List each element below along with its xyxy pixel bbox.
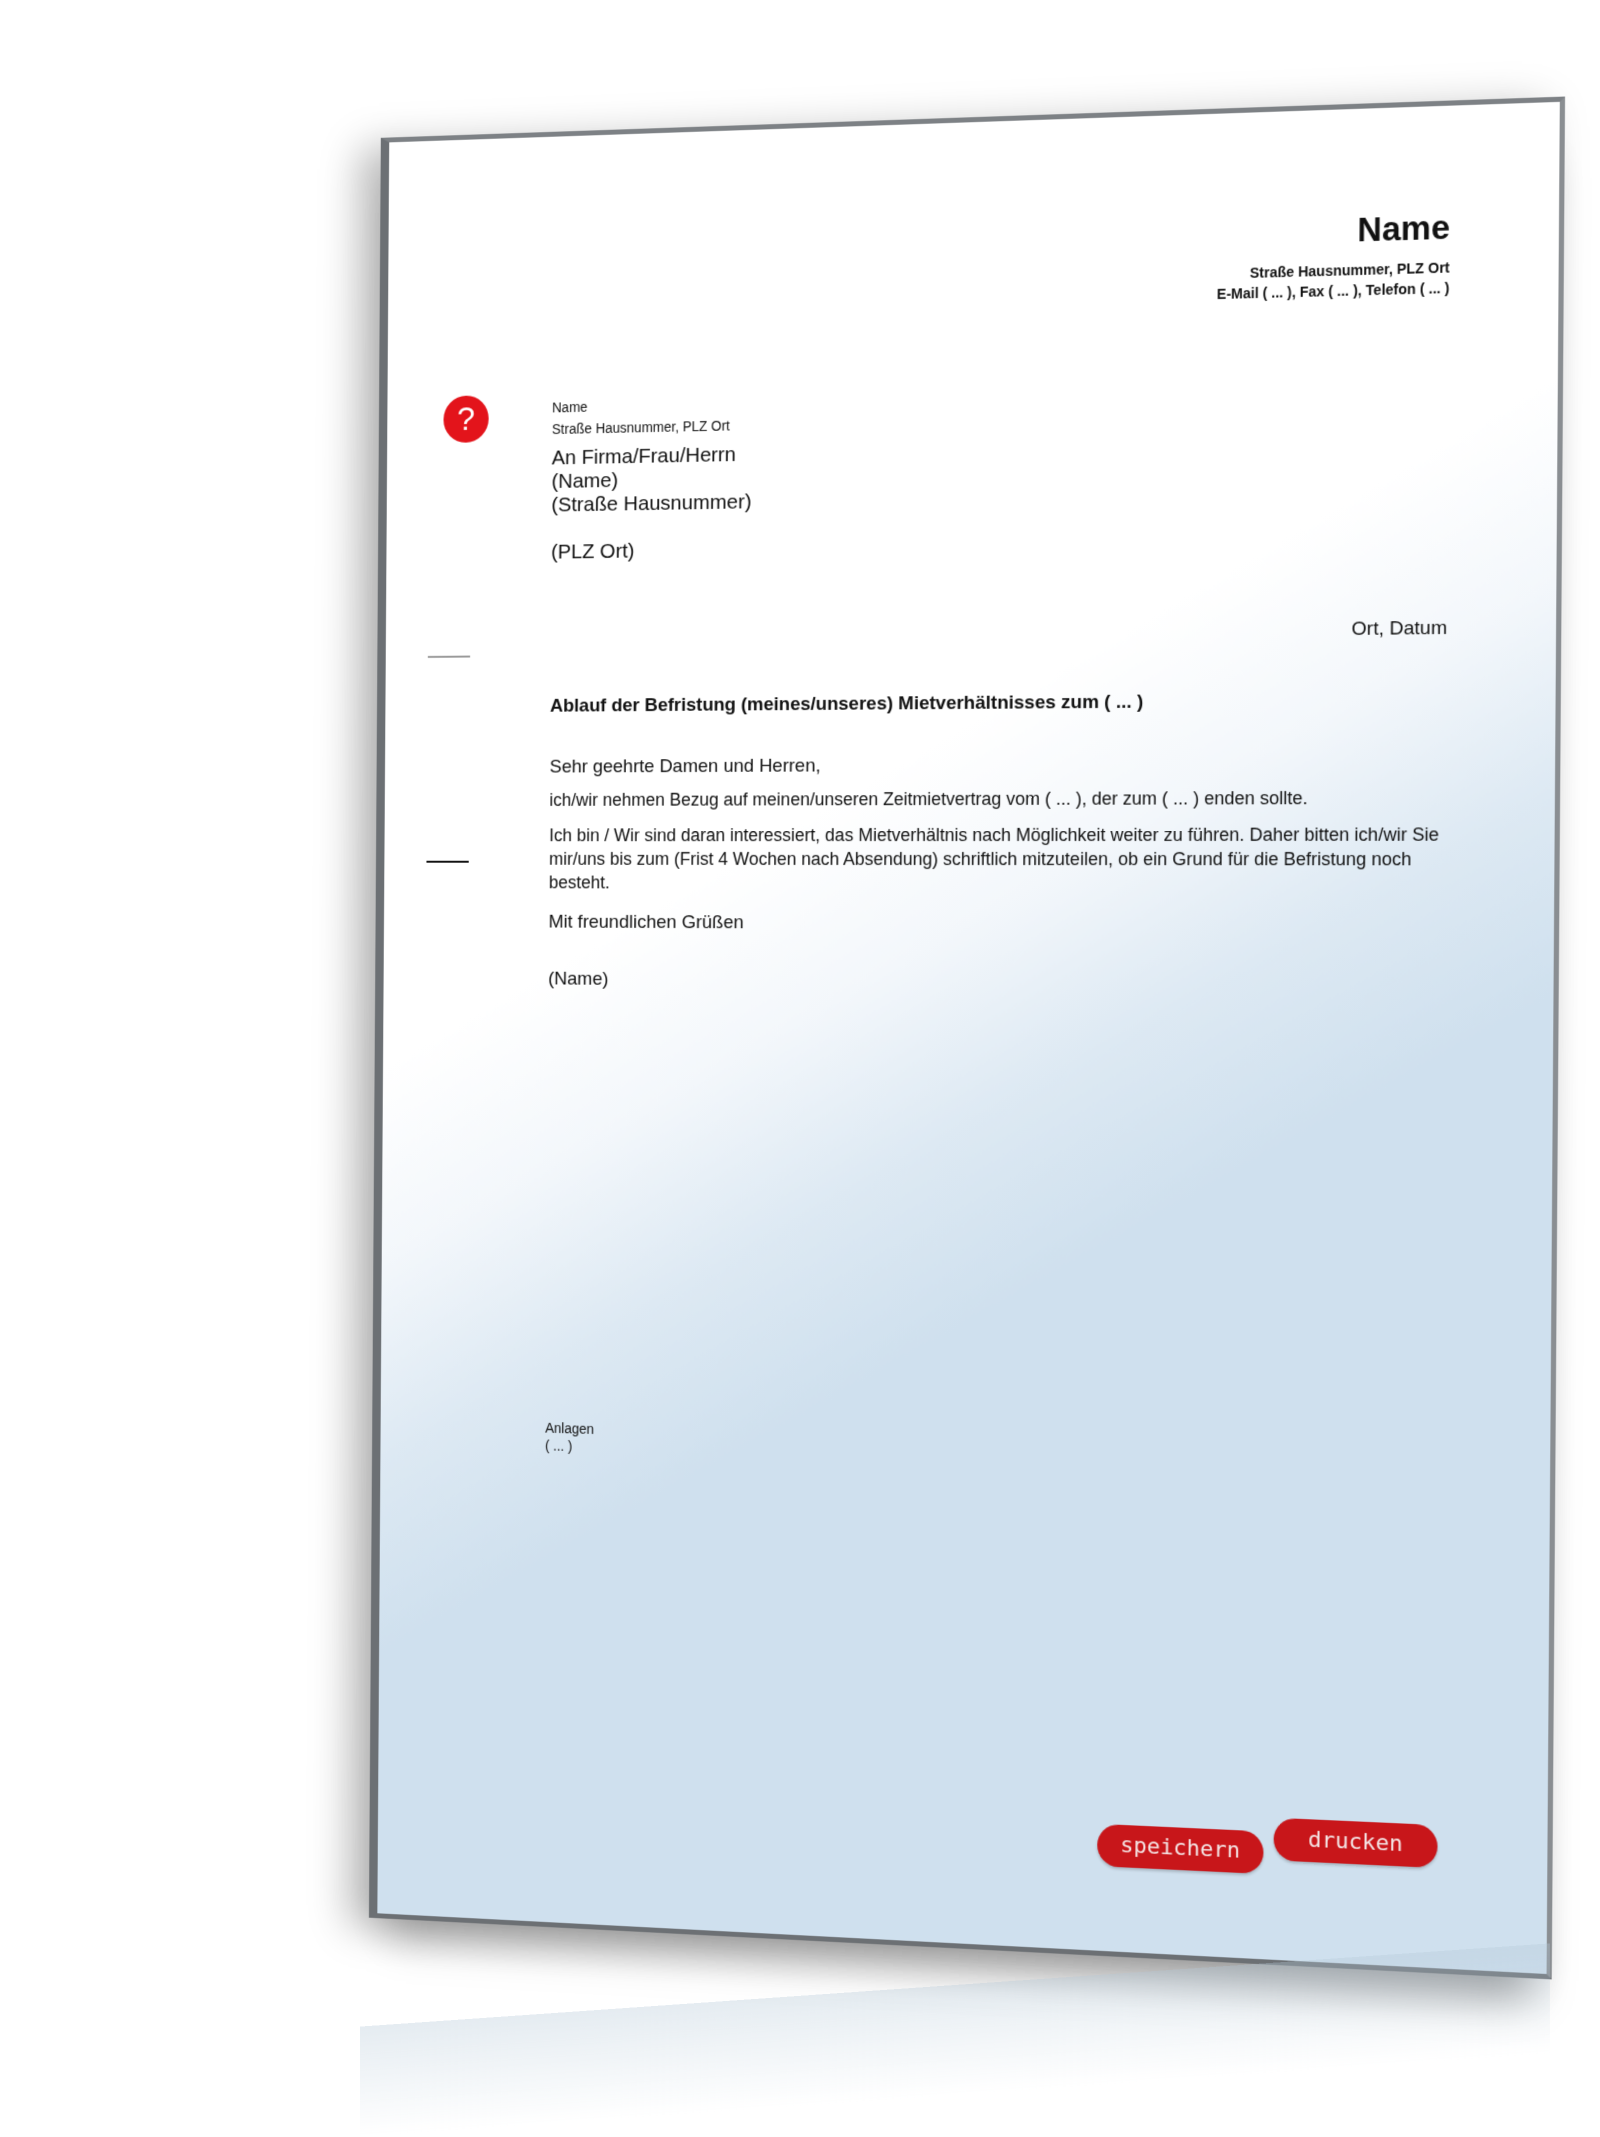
recipient-line-2: (Name): [551, 469, 619, 493]
return-address-name: Name: [552, 398, 588, 416]
punch-mark: [426, 861, 468, 863]
place-date: Ort, Datum: [1351, 617, 1448, 641]
return-address-street: Straße Hausnummer, PLZ Ort: [551, 417, 730, 437]
recipient-line-1: An Firma/Frau/Herrn: [551, 443, 737, 470]
enclosures-value: ( ... ): [545, 1437, 573, 1454]
recipient-line-4: (PLZ Ort): [551, 539, 635, 564]
print-button[interactable]: drucken: [1274, 1818, 1438, 1868]
question-mark-icon[interactable]: [443, 395, 488, 443]
letterhead-contact: E-Mail ( ... ), Fax ( ... ), Telefon ( ... ): [1216, 279, 1450, 303]
recipient-block: [551, 443, 752, 565]
salutation: Sehr geehrte Damen und Herren,: [549, 755, 821, 778]
help-glyph: ?: [457, 400, 476, 438]
fold-mark-top: [428, 656, 470, 658]
recipient-line-3: (Straße Hausnummer): [551, 490, 752, 517]
body-paragraph-2: Ich bin / Wir sind daran interessiert, das Mietverhältnis nach Möglichkeit weiter zu führen. Daher bitten ich/wir Sie mir/uns bis zum (Frist 4 Wochen nach Absendung) schriftlich mitzuteilen, ob ein Grund für die Befristung noch besteht.: [548, 824, 1439, 893]
letterhead-address: Straße Hausnummer, PLZ Ort: [1249, 259, 1450, 281]
letter-subject: Ablauf der Befristung (meines/unseres) Mietverhältnisses zum ( ... ): [549, 691, 1144, 717]
signature-name: (Name): [548, 968, 609, 990]
save-button[interactable]: speichern: [1097, 1824, 1263, 1874]
recipient-spacer: [551, 514, 751, 541]
letterhead-name: Name: [1357, 208, 1451, 249]
enclosures-label: Anlagen: [545, 1419, 595, 1437]
closing: Mit freundlichen Grüßen: [548, 911, 744, 934]
letter-page: [369, 97, 1565, 1980]
body-paragraph-1: ich/wir nehmen Bezug auf meinen/unseren Zeitmietvertrag vom ( ... ), der zum ( ... ) enden sollte.: [549, 787, 1308, 810]
